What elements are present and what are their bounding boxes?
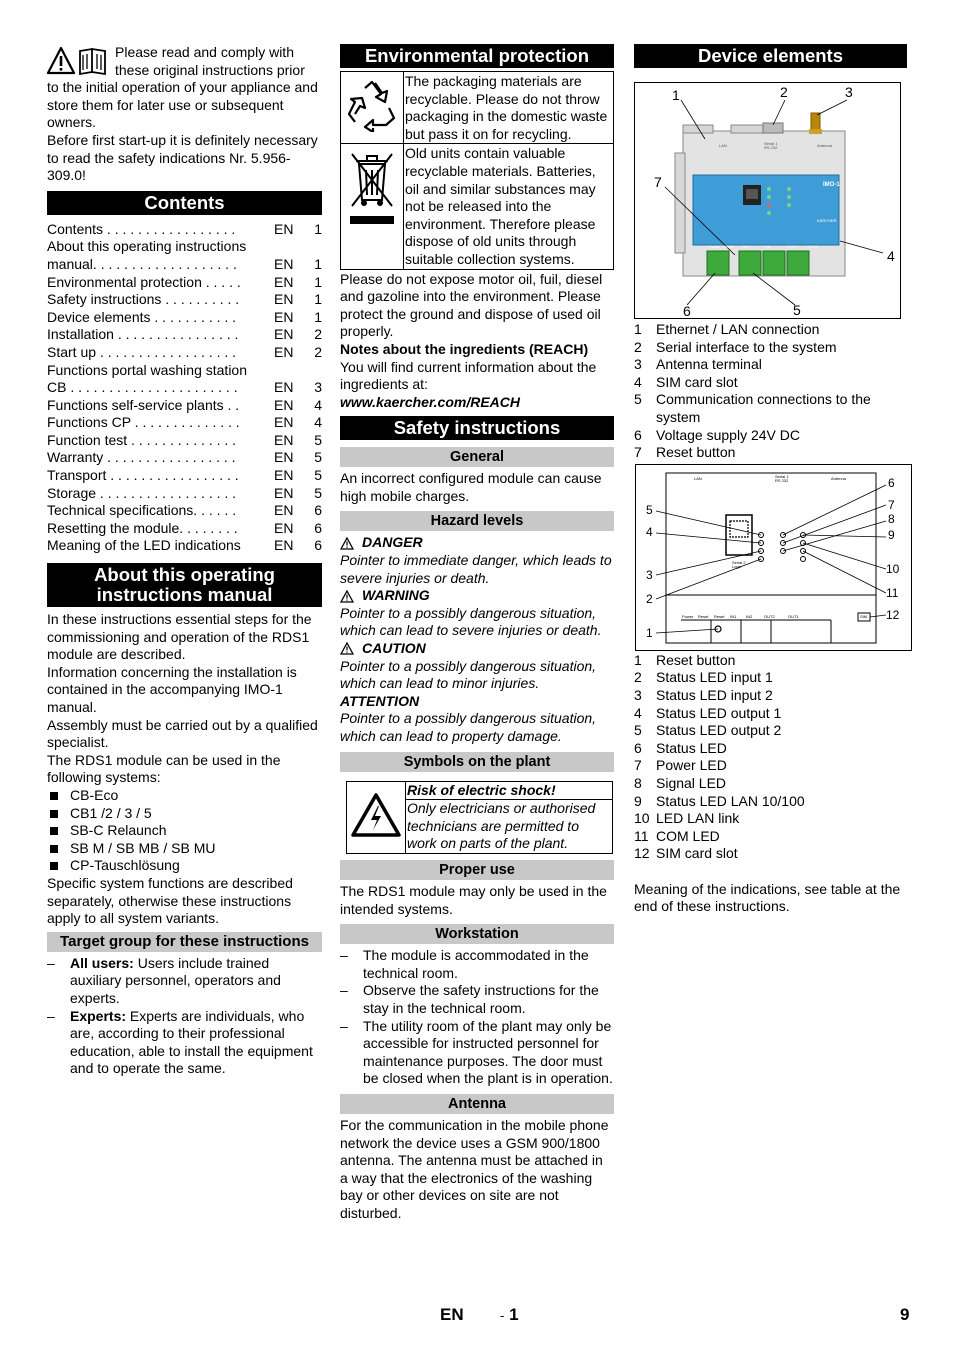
contents-entry-page: 1 [314, 308, 322, 325]
contents-row [47, 432, 322, 450]
device-element-item: 4 Status LED output 1 [634, 704, 782, 721]
warning-triangle-icon [340, 642, 354, 655]
contents-row [47, 414, 322, 432]
contents-entry-label: Start up . . . . . . . . . . . . . . . . . . [47, 343, 237, 360]
system-item: CB-Eco [47, 787, 322, 805]
callout-1: 1 [672, 87, 680, 103]
contents-heading: Contents [47, 191, 322, 215]
contents-entry-page: 1 [314, 273, 322, 290]
device-label-lan: LAN [719, 143, 727, 148]
target-group-heading: Target group for these instructions [47, 932, 322, 952]
contents-entry-label: Function test . . . . . . . . . . . . . . [47, 431, 237, 448]
contents-entry-label: Installation . . . . . . . . . . . . . . . . [47, 326, 239, 343]
device-label-in2: IN2 [765, 244, 772, 249]
device-figure-1 [634, 82, 901, 319]
device-label-brand: KÄRCHER [817, 218, 837, 223]
fig2-label-in1: IN1 [730, 613, 737, 619]
intro-text-3: Before first start-up it is definitely necessary to read the safety indications Nr. 5.956-309.0! [47, 131, 318, 184]
contents-entry-lang: EN [274, 519, 294, 536]
contents-row [47, 379, 322, 397]
system-item: SB M / SB MB / SB MU [47, 840, 322, 858]
warning-manual-icon [47, 46, 111, 76]
fig2-callout-2: 2 [646, 591, 653, 606]
fig2-callout-6: 6 [888, 475, 895, 490]
contents-entry-label: Technical specifications. . . . . . [47, 502, 237, 519]
contents-row [47, 309, 322, 327]
antenna-heading: Antenna [340, 1094, 614, 1114]
callout-6: 6 [683, 303, 691, 319]
callout-4: 4 [887, 248, 895, 264]
contents-entry-lang: EN [274, 255, 294, 272]
symbols-heading: Symbols on the plant [340, 752, 614, 772]
device-element-item: 5 Status LED output 2 [634, 722, 782, 739]
contents-entry-lang: EN [274, 379, 294, 396]
callout-3: 3 [845, 84, 853, 100]
device-element-item: 12 SIM card slot [634, 845, 738, 862]
danger-label: DANGER [340, 534, 614, 552]
device-element-item: 7 Power LED [634, 757, 727, 774]
fig2-callout-10: 10 [886, 561, 900, 576]
fig2-label-sim: SIM [860, 613, 868, 619]
footer-section: - 1 [500, 1305, 519, 1324]
about-p5: Specific system functions are described separately, otherwise these instructions apply to all system variants. [47, 874, 293, 927]
callout-2: 2 [780, 84, 788, 100]
callout-5: 5 [793, 302, 801, 318]
hazard-levels-heading: Hazard levels [340, 511, 614, 531]
systems-list [47, 787, 322, 875]
contents-entry-lang: EN [274, 449, 294, 466]
meaning-note: Meaning of the indications, see table at the end of these instructions. [634, 880, 901, 915]
fig2-label-lan: LAN [694, 475, 702, 481]
workstation-item: – Observe the safety instructions for the stay in the technical room. [340, 982, 614, 1017]
contents-row [47, 397, 322, 415]
risk-table [346, 781, 613, 854]
contents-entry-lang: EN [274, 414, 294, 431]
risk-title: Risk of electric shock! [406, 781, 613, 800]
contents-row [47, 520, 322, 538]
contents-entry-label: Storage . . . . . . . . . . . . . . . . . . [47, 484, 237, 501]
contents-entry-label: Functions portal washing station [47, 361, 247, 378]
safety-heading: Safety instructions [340, 416, 614, 440]
device-figure-2 [635, 464, 912, 651]
warning-text: Pointer to a possibly dangerous situation, which can lead to severe injuries or death. [340, 604, 602, 639]
device-elements-list-2 [634, 652, 907, 863]
device-label-in1: IN1 [743, 244, 750, 249]
fig2-label-in2: IN2 [746, 613, 753, 619]
contents-entry-label: Warranty . . . . . . . . . . . . . . . . . [47, 449, 236, 466]
contents-entry-lang: EN [274, 467, 294, 484]
contents-entry-label: Contents . . . . . . . . . . . . . . . . . [47, 220, 236, 237]
device-element-item: 8 Signal LED [634, 774, 727, 791]
crossed-bin-icon [341, 144, 404, 269]
fig2-callout-8: 8 [888, 511, 895, 526]
contents-entry-label: Functions CP . . . . . . . . . . . . . . [47, 414, 240, 431]
fig2-label-out2: OUT2 [764, 613, 775, 619]
contents-entry-label: Meaning of the LED indications [47, 537, 241, 554]
fig2-label-power: Power [682, 613, 694, 619]
device-label-power: Power [709, 244, 721, 249]
contents-entry-page: 5 [314, 449, 322, 466]
attention-label: ATTENTION [340, 692, 420, 709]
contents-entry-label: Functions self-service plants . . [47, 396, 240, 413]
contents-row [47, 326, 322, 344]
fig2-label-serial: Serial 1 RS 232 [775, 473, 789, 483]
system-item: CB1 /2 / 3 / 5 [47, 805, 322, 823]
contents-entry-page: 1 [314, 255, 322, 272]
fig2-callout-11: 11 [886, 585, 899, 600]
proper-use-heading: Proper use [340, 860, 614, 880]
device-label-out1: OUT1 [807, 244, 818, 249]
contents-entry-label: CB . . . . . . . . . . . . . . . . . . . . . . [47, 379, 238, 396]
intro-text-2: to the initial operation of your appliance and store them for later use or subsequent owners. [47, 79, 318, 131]
contents-entry-page: 6 [314, 537, 322, 554]
about-body [47, 611, 322, 928]
device-label-imo: IMO-1 [823, 182, 840, 188]
contents-entry-lang: EN [274, 431, 294, 448]
contents-entry-label: Device elements . . . . . . . . . . . [47, 308, 237, 325]
reach-url: www.kaercher.com/REACH [340, 393, 520, 410]
contents-row [47, 537, 322, 555]
about-heading: About this operating instructions manual [47, 563, 322, 607]
device-element-item: 10 LED LAN link [634, 810, 740, 827]
contents-row [47, 502, 322, 520]
about-p4: The RDS1 module can be used in the following systems: [47, 751, 281, 786]
fig2-label-reset2: Reset [714, 613, 725, 619]
contents-entry-label: Environmental protection . . . . . [47, 273, 241, 290]
contents-entry-page: 1 [314, 220, 322, 237]
target-group-list [47, 955, 322, 1078]
contents-entry-page: 6 [314, 519, 322, 536]
electric-shock-icon [347, 781, 406, 853]
workstation-item: – The module is accommodated in the technical room. [340, 947, 614, 982]
contents-entry-label: About this operating instructions [47, 238, 247, 255]
device-element-item: 5 Communication connections to the system [634, 391, 871, 425]
environment-p1: Please do not expose motor oil, fuil, diesel and gazoline into the environment. Please protect the ground and dispose of used oil properly. [340, 270, 603, 340]
contents-row [47, 274, 322, 292]
proper-use-text: The RDS1 module may only be used in the intended systems. [340, 882, 607, 917]
device-label-out2: OUT2 [787, 244, 798, 249]
intro-block [47, 44, 322, 185]
contents-entry-lang: EN [274, 343, 294, 360]
contents-entry-label: manual. . . . . . . . . . . . . . . . . . . [47, 255, 237, 272]
contents-entry-page: 5 [314, 484, 322, 501]
contents-entry-page: 5 [314, 431, 322, 448]
system-item: CP-Tauschlösung [47, 857, 322, 875]
about-p3: Assembly must be carried out by a qualified specialist. [47, 716, 318, 751]
contents-row [47, 256, 322, 274]
device-element-item: 2 Status LED input 1 [634, 669, 773, 686]
contents-row [47, 485, 322, 503]
fig2-callout-3: 3 [646, 567, 653, 582]
contents-entry-page: 4 [314, 414, 322, 431]
contents-row [47, 221, 322, 239]
fig2-label-reset1: Reset [698, 613, 709, 619]
device-label-antenna: Antenna [817, 143, 832, 148]
column-middle [340, 44, 614, 1222]
recycle-icon [341, 72, 404, 144]
contents-entry-page: 6 [314, 502, 322, 519]
warning-triangle-icon [340, 590, 354, 603]
attention-text: Pointer to a possibly dangerous situation, which can lead to property damage. [340, 710, 597, 744]
warning-triangle-icon [340, 537, 354, 550]
reach-heading: Notes about the ingredients (REACH) [340, 340, 589, 357]
contents-table [47, 221, 322, 555]
fig2-callout-1: 1 [646, 625, 653, 640]
device-element-item: 1 Ethernet / LAN connection [634, 321, 820, 337]
contents-row [47, 449, 322, 467]
device-element-item: 3 Antenna terminal [634, 356, 762, 373]
fig2-label-antenna: Antenna [831, 475, 846, 481]
danger-text: Pointer to immediate danger, which leads to severe injuries or death. [340, 552, 612, 586]
about-p2: Information concerning the installation is contained in the accompanying IMO-1 manual. [47, 663, 297, 715]
environment-row1: The packaging materials are recyclable. Please do not throw packaging in the domestic waste but pass it on for recycling. [404, 72, 614, 144]
target-group-item: – Experts: Experts are individuals, who are, according to their professional education, able to install the equipment and to operate the same. [47, 1008, 322, 1078]
device-element-item: 3 Status LED input 2 [634, 686, 773, 703]
risk-text: Only electricians or authorised technicians are permitted to work on parts of the plant. [406, 800, 613, 854]
footer-lang: EN [440, 1305, 464, 1324]
footer-page-number: 9 [900, 1305, 910, 1324]
fig2-label-serial2: Serial 2 Logo [732, 559, 746, 569]
warning-label: WARNING [340, 587, 614, 605]
target-group-item: – All users: Users include trained auxiliary personnel, operators and experts. [47, 955, 322, 1008]
contents-entry-lang: EN [274, 502, 294, 519]
device-element-item: 7 Reset button [634, 444, 736, 461]
about-p1: In these instructions essential steps for the commissioning and operation of the RDS1 module are described. [47, 611, 312, 663]
contents-entry-lang: EN [274, 326, 294, 343]
environment-heading: Environmental protection [340, 44, 614, 68]
device-element-item: 2 Serial interface to the system [634, 338, 837, 355]
column-right [634, 44, 907, 916]
workstation-heading: Workstation [340, 924, 614, 944]
contents-entry-lang: EN [274, 537, 294, 554]
column-left [47, 44, 322, 1078]
contents-entry-label: Resetting the module. . . . . . . . [47, 519, 238, 536]
contents-entry-page: 2 [314, 326, 322, 343]
contents-row [47, 362, 322, 380]
contents-entry-lang: EN [274, 291, 294, 308]
callout-7: 7 [654, 174, 662, 190]
device-elements-heading: Device elements [634, 44, 907, 68]
contents-entry-lang: EN [274, 396, 294, 413]
environment-row2: Old units contain valuable recyclable materials. Batteries, oil and similar substances may not be released into the environment. Therefore please dispose of old units through suitable collection systems. [404, 144, 614, 269]
device-element-item: 6 Status LED [634, 739, 727, 756]
device-element-item: 11 COM LED [634, 827, 720, 844]
fig2-callout-9: 9 [888, 527, 895, 542]
contents-entry-lang: EN [274, 308, 294, 325]
general-heading: General [340, 447, 614, 467]
contents-entry-label: Transport . . . . . . . . . . . . . . . . . [47, 467, 239, 484]
general-text: An incorrect configured module can cause high mobile charges. [340, 470, 602, 504]
fig2-callout-12: 12 [886, 607, 900, 622]
contents-entry-label: Safety instructions . . . . . . . . . . [47, 291, 240, 308]
system-item: SB-C Relaunch [47, 822, 322, 840]
device-label-serial: Serial 1 RS 232 [764, 141, 778, 150]
contents-entry-lang: EN [274, 273, 294, 290]
contents-entry-page: 5 [314, 467, 322, 484]
device-element-item: 4 SIM card slot [634, 373, 738, 390]
intro-text-1: Please read and comply with these original instructions prior [115, 44, 305, 78]
reach-text: You will find current information about the ingredients at: [340, 358, 597, 393]
antenna-text: For the communication in the mobile phone network the device uses a GSM 900/1800 antenna. The antenna must be attached in a way that the electronics of the washing bay or other devices on site are not disturbed. [340, 1116, 609, 1221]
device-element-item: 9 Status LED LAN 10/100 [634, 792, 805, 809]
contents-entry-lang: EN [274, 484, 294, 501]
device-element-item: 1 Reset button [634, 651, 736, 668]
fig2-callout-7: 7 [888, 497, 895, 512]
fig2-label-out1: OUT1 [788, 613, 799, 619]
device-label-reset: Reset [723, 244, 734, 249]
contents-row [47, 291, 322, 309]
contents-row [47, 344, 322, 362]
fig2-callout-5: 5 [646, 502, 653, 517]
contents-row [47, 467, 322, 485]
contents-entry-page: 1 [314, 291, 322, 308]
fig2-callout-4: 4 [646, 524, 653, 539]
device-elements-list-1 [634, 321, 907, 462]
contents-entry-page: 4 [314, 396, 322, 413]
environment-table [340, 71, 614, 270]
contents-entry-lang: EN [274, 220, 294, 237]
caution-text: Pointer to a possibly dangerous situation, which can lead to minor injuries. [340, 657, 597, 692]
device-element-item: 6 Voltage supply 24V DC [634, 426, 800, 443]
contents-entry-page: 2 [314, 343, 322, 360]
workstation-list [340, 947, 614, 1088]
contents-row [47, 238, 322, 256]
contents-entry-page: 3 [314, 379, 322, 396]
workstation-item: – The utility room of the plant may only be accessible for instructed personnel for maintenance purposes. The door must be closed when the plant is in operation. [340, 1018, 614, 1088]
caution-label: CAUTION [340, 640, 614, 658]
